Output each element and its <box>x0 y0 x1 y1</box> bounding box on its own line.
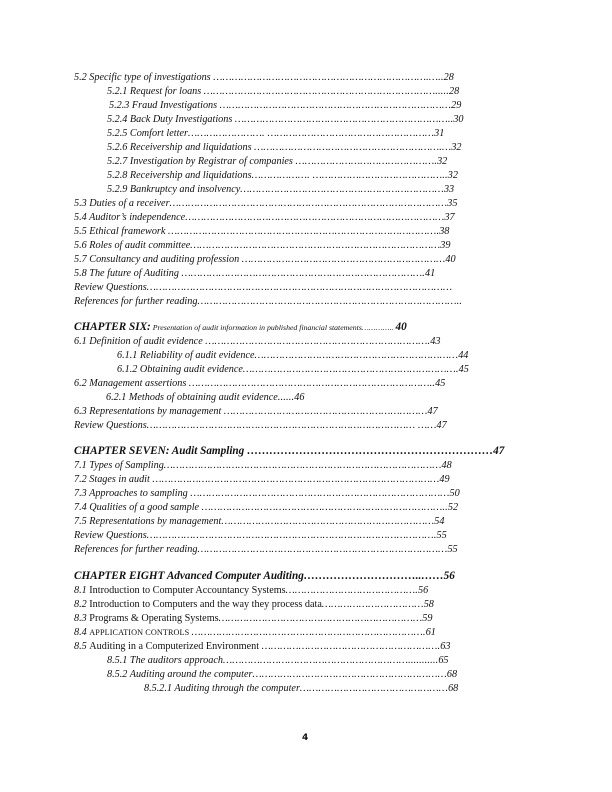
toc-entry[interactable] <box>74 226 449 238</box>
toc-entry-label: 8.1 <box>74 585 90 596</box>
toc-leader-dots: ………………………………………………………… <box>218 613 423 624</box>
toc-entry-label: References for further reading <box>74 544 198 555</box>
toc-leader-dots: ………………………………………………………………………… <box>185 212 445 223</box>
toc-entry-label: 6.2 Management assertions <box>74 378 189 389</box>
toc-entry-label: 5.2.5 Comfort letter <box>107 128 188 139</box>
toc-entry[interactable] <box>107 128 444 140</box>
toc-entry[interactable] <box>117 364 469 376</box>
toc-entry-label: 5.2.1 Request for loans <box>107 86 204 97</box>
toc-leader-dots: ……………………………………………………… <box>252 669 447 680</box>
toc-entry[interactable] <box>74 502 458 514</box>
toc-page-number: 49 <box>439 474 450 485</box>
toc-entry-label: 5.4 Auditor’s independence <box>74 212 186 223</box>
toc-entry-label: 5.2.4 Back Duty Investigations <box>107 114 235 125</box>
toc-entry-label: 8.5.2 Auditing around the computer <box>107 669 253 680</box>
toc-leader-dots: ……………………………………………………………………… <box>190 240 441 251</box>
toc-entry-label: Review Questions <box>74 530 147 541</box>
toc-entry[interactable] <box>74 530 447 542</box>
toc-leader-dots: …………………………………………………………….….. <box>213 72 444 83</box>
toc-entry-label: 5.2.7 Investigation by Registrar of companies <box>107 156 296 167</box>
chapter-heading[interactable] <box>74 570 455 582</box>
toc-page-number: 47 <box>436 420 447 431</box>
toc-entry[interactable] <box>107 156 447 168</box>
toc-entry-title: Programs & Operating Systems <box>89 613 219 624</box>
toc-page-number: 30 <box>453 114 464 125</box>
chapter-title: CHAPTER SEVEN: Audit Sampling <box>74 445 248 457</box>
toc-entry[interactable] <box>74 254 456 266</box>
toc-leader-dots: ………………………………………. <box>295 156 438 167</box>
toc-leader-dots: ………………………………………………………… <box>254 350 459 361</box>
toc-page-number: 47 <box>493 445 505 457</box>
toc-entry[interactable] <box>74 240 450 252</box>
toc-entry[interactable] <box>74 406 438 418</box>
toc-page-number: 28 <box>443 72 454 83</box>
toc-entry[interactable] <box>74 336 440 348</box>
toc-leader-dots: ………………………………………………………… <box>247 445 494 457</box>
toc-entry[interactable] <box>106 392 304 404</box>
toc-entry-title: APPLICATION CONTROLS <box>89 628 192 637</box>
toc-entry[interactable] <box>107 142 462 154</box>
toc-entry-label: 6.1.1 Reliability of audit evidence <box>117 350 255 361</box>
toc-entry-label: 5.2.8 Receivership and liquidations <box>107 170 252 181</box>
toc-entry-label: 6.1.2 Obtaining audit evidence <box>117 364 243 375</box>
toc-entry-label: 8.2 <box>74 599 90 610</box>
toc-page-number: 40 <box>445 254 456 265</box>
toc-leader-dots: ……………………………………………………………. <box>242 364 459 375</box>
toc-entry-label: 7.2 Stages in audit <box>74 474 153 485</box>
toc-entry[interactable] <box>74 516 444 528</box>
toc-leader-dots: ………………………………………………………………………………… <box>152 474 440 485</box>
toc-page-number: 45 <box>435 378 446 389</box>
chapter-subtitle: Presentation of audit information in published financial statements <box>150 323 362 332</box>
toc-entry[interactable] <box>74 627 436 639</box>
toc-page-number: 33 <box>443 184 455 195</box>
toc-entry-title: Introduction to Computers and the way they process data <box>89 599 322 610</box>
toc-page-number: 28 <box>448 86 460 97</box>
toc-leader-dots: …………………………………………………………….. <box>234 114 454 125</box>
toc-leader-dots: ……………………………………………………………………… <box>197 544 448 555</box>
toc-leader-dots: …………………………………………………. <box>261 641 441 652</box>
toc-entry-label: 5.8 The future of Auditing <box>74 268 182 279</box>
toc-page-number: 59 <box>422 613 433 624</box>
toc-entry[interactable] <box>107 86 459 98</box>
toc-page-number: 40 <box>395 321 407 333</box>
toc-page-number: 55 <box>436 530 447 541</box>
toc-page-number: 68 <box>446 669 458 680</box>
toc-entry-label: 7.1 Types of Sampling <box>74 460 164 471</box>
toc-page-number: 39 <box>440 240 451 251</box>
toc-leader-dots: ………….. <box>361 323 396 332</box>
toc-entry[interactable] <box>74 474 450 486</box>
toc-entry[interactable] <box>74 585 428 597</box>
toc-leader-dots: …………………………..…… <box>303 570 444 582</box>
toc-leader-dots: ……………………………………. <box>285 585 419 596</box>
toc-leader-dots: ………………………………………………………… <box>241 254 446 265</box>
toc-page-number: 32 <box>451 142 462 153</box>
toc-page-number: 35 <box>447 198 458 209</box>
toc-page-number: 58 <box>423 599 434 610</box>
toc-page-number: 63 <box>440 641 451 652</box>
toc-leader-dots: …………………………………………………………………….. <box>201 502 448 513</box>
toc-entry[interactable] <box>107 114 464 126</box>
toc-leader-dots: …………………………………………………………………………………. <box>146 530 437 541</box>
toc-page-number: 48 <box>441 460 452 471</box>
toc-leader-dots: ……………………………………………………………………. <box>181 268 426 279</box>
toc-leader-dots: ………………………………………………………………………….. <box>197 296 463 307</box>
toc-entry[interactable] <box>74 268 435 280</box>
toc-page-number: 41 <box>425 268 436 279</box>
toc-leader-dots: …………………………………………………….… <box>254 142 452 153</box>
toc-page-number: 32 <box>437 156 448 167</box>
chapter-title: CHAPTER SIX: <box>74 321 151 333</box>
toc-entry-label: 5.2.6 Receivership and liquidations <box>107 142 255 153</box>
toc-page-number: 43 <box>430 336 441 347</box>
toc-entry-label: 7.4 Qualities of a good sample <box>74 502 202 513</box>
toc-page-number: 46 <box>294 392 305 403</box>
toc-entry[interactable] <box>74 212 455 224</box>
toc-page-number: 65 <box>438 655 449 666</box>
toc-page-number: 56 <box>443 570 455 582</box>
toc-entry-label: 5.6 Roles of audit committee <box>74 240 191 251</box>
toc-entry-label: 5.2.9 Bankruptcy and insolvency <box>107 184 241 195</box>
toc-entry[interactable] <box>109 100 461 112</box>
toc-page-number: 45 <box>458 364 469 375</box>
toc-page-number: 31 <box>434 128 445 139</box>
toc-entry-title: Auditing in a Computerized Environment <box>89 641 262 652</box>
toc-page-number: 38 <box>439 226 450 237</box>
toc-entry-label: Review Questions <box>74 420 147 431</box>
toc-leader-dots: ………………………………………………………………. <box>205 336 431 347</box>
toc-leader-dots: ………………………………………………………………… <box>219 100 452 111</box>
toc-entry-label: 8.3 <box>74 613 90 624</box>
toc-page-number: 44 <box>458 350 469 361</box>
toc-entry[interactable] <box>107 669 457 681</box>
toc-entry[interactable] <box>117 350 468 362</box>
chapter-heading[interactable] <box>74 445 504 457</box>
toc-entry[interactable] <box>74 641 450 653</box>
toc-leader-dots: ………………………………………………………… <box>223 406 428 417</box>
toc-leader-dots: ……………………………………………………………………………… <box>169 198 448 209</box>
toc-entry-label: 5.2 Specific type of investigations <box>74 72 214 83</box>
toc-leader-dots: …………………………………………………………………. <box>191 627 426 638</box>
toc-page-number: 56 <box>418 585 429 596</box>
toc-entry-label: 8.5 <box>74 641 90 652</box>
toc-entry-label: 5.3 Duties of a receiver <box>74 198 170 209</box>
chapter-title: CHAPTER EIGHT Advanced Computer Auditing <box>74 570 304 582</box>
toc-leader-dots: ………………………………………………………… <box>240 184 444 195</box>
toc-leader-dots: ……………………………………………………………………………. <box>167 226 440 237</box>
toc-leader-dots: …………………………… <box>321 599 424 610</box>
toc-leader-dots: ………………. …………………………………….. <box>251 170 448 181</box>
toc-entry-label: 5.2.3 Fraud Investigations <box>109 100 220 111</box>
toc-entry[interactable] <box>74 296 462 308</box>
toc-entry[interactable] <box>74 613 432 625</box>
toc-leader-dots: ……………………. ……………………………………………… <box>187 128 435 139</box>
toc-entry[interactable] <box>74 599 434 611</box>
toc-leader-dots: ………………………………………… <box>299 683 449 694</box>
toc-entry[interactable] <box>74 420 447 432</box>
toc-leader-dots: …………………………………………………………………..... <box>203 86 449 97</box>
toc-entry-label: 8.5.1 The auditors approach <box>107 655 223 666</box>
toc-leader-dots: ……………………………………………………………………………………… <box>146 282 453 293</box>
toc-entry-label: 8.5.2.1 Auditing through the computer <box>144 683 300 694</box>
toc-entry-title: Introduction to Computer Accountancy Systems <box>89 585 286 596</box>
toc-entry[interactable] <box>74 460 452 472</box>
toc-entry-label: 7.3 Approaches to sampling <box>74 488 191 499</box>
toc-page-number: 55 <box>447 544 458 555</box>
toc-page-number: 61 <box>425 627 436 638</box>
toc-leader-dots: ……………………………………………………........... <box>222 655 439 666</box>
toc-page-number: 54 <box>434 516 445 527</box>
toc-leader-dots: ...... <box>277 392 295 403</box>
toc-entry[interactable] <box>144 683 458 695</box>
toc-entry-label: 6.2.1 Methods of obtaining audit evidence <box>106 392 278 403</box>
toc-leader-dots: ……………………………………………………………………………… <box>163 460 442 471</box>
chapter-heading[interactable] <box>74 321 407 334</box>
toc-entry-label: 5.7 Consultancy and auditing profession <box>74 254 242 265</box>
toc-entry-label: References for further reading <box>74 296 198 307</box>
toc-entry[interactable] <box>74 198 457 210</box>
toc-entry[interactable] <box>74 488 460 500</box>
toc-entry[interactable] <box>107 170 458 182</box>
toc-leader-dots: …………………………………………………………………….. <box>188 378 436 389</box>
toc-page-number: 37 <box>444 212 455 223</box>
toc-entry-label: 6.1 Definition of audit evidence <box>74 336 206 347</box>
toc-page-number: 32 <box>447 170 458 181</box>
toc-entry-label: 7.5 Representations by management <box>74 516 222 527</box>
toc-entry[interactable] <box>74 544 458 556</box>
toc-entry[interactable] <box>74 72 454 84</box>
toc-leader-dots: ………………………………………………………………………… <box>190 488 450 499</box>
toc-entry-label: 5.5 Ethical framework <box>74 226 168 237</box>
toc-page-number: 68 <box>448 683 459 694</box>
toc-leader-dots: …………………………………………………………… <box>221 516 435 527</box>
toc-entry-label: Review Questions <box>74 282 147 293</box>
toc-entry[interactable] <box>74 378 445 390</box>
toc-page-number: 50 <box>449 488 460 499</box>
page-number: 4 <box>302 733 309 743</box>
toc-page-number: 52 <box>447 502 459 513</box>
toc-page-number: 47 <box>427 406 438 417</box>
toc-leader-dots: …………………………………………………………………………… …… <box>146 420 437 431</box>
toc-entry[interactable] <box>74 282 452 294</box>
toc-page-number: 29 <box>451 100 462 111</box>
toc-entry[interactable] <box>107 655 449 667</box>
toc-entry-label: 6.3 Representations by management <box>74 406 224 417</box>
toc-entry[interactable] <box>107 184 454 196</box>
toc-entry-label: 8.4 <box>74 627 90 638</box>
